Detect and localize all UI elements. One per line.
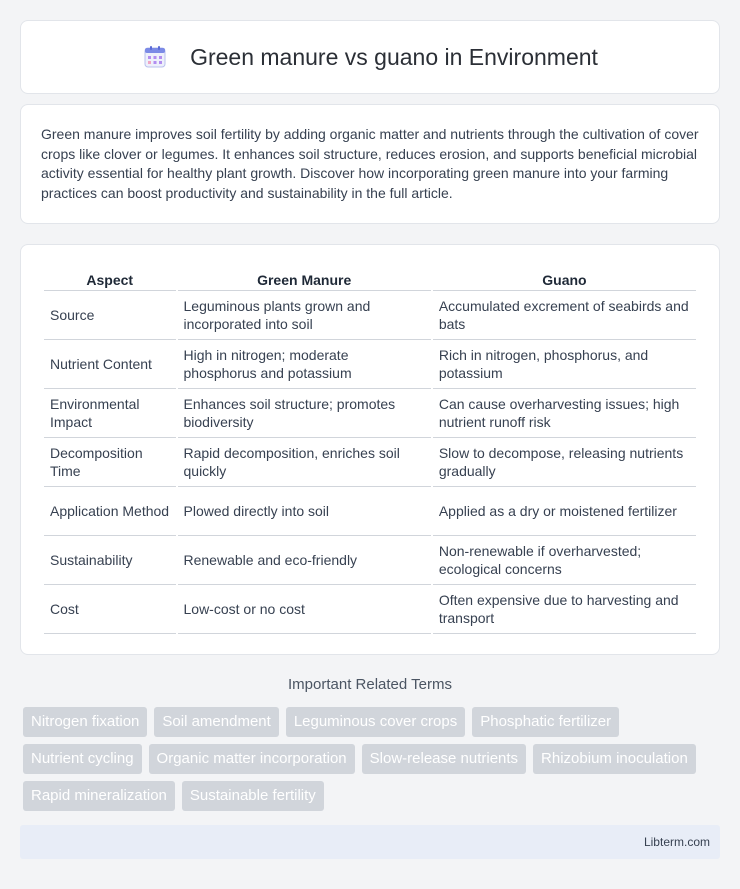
related-term-tag[interactable]: Phosphatic fertilizer [472, 707, 619, 737]
table-row [44, 291, 696, 340]
intro-text: Green manure improves soil fertility by adding organic matter and nutrients through the cultivation of cover crops like clover or legumes. It enhances soil structure, reduces erosion, and supports beneficial microbial activity essential for healthy plant growth. Discover how incorporating green manure into your farming practices can boost productivity and sustainability in the full article. [41, 126, 699, 201]
cell-green-manure: Low-cost or no cost [178, 585, 431, 634]
cell-guano: Applied as a dry or moistened fertilizer [433, 487, 696, 536]
cell-guano: Can cause overharvesting issues; high nutrient runoff risk [433, 389, 696, 438]
cell-green-manure: High in nitrogen; moderate phosphorus and potassium [178, 340, 431, 389]
table-row [44, 536, 696, 585]
title-card [20, 20, 720, 94]
cell-green-manure: Enhances soil structure; promotes biodiversity [178, 389, 431, 438]
page-title: Green manure vs guano in Environment [190, 43, 598, 70]
table-row [44, 389, 696, 438]
comparison-table-card [20, 244, 720, 655]
related-term-tag[interactable]: Leguminous cover crops [286, 707, 465, 737]
header-aspect: Aspect [44, 265, 176, 291]
footer [20, 825, 720, 859]
cell-aspect: Nutrient Content [44, 340, 176, 389]
cell-aspect: Cost [44, 585, 176, 634]
related-term-tag[interactable]: Slow-release nutrients [362, 744, 526, 774]
cell-guano: Rich in nitrogen, phosphorus, and potassium [433, 340, 696, 389]
table-row [44, 438, 696, 487]
cell-green-manure: Leguminous plants grown and incorporated into soil [178, 291, 431, 340]
cell-aspect: Source [44, 291, 176, 340]
table-row [44, 340, 696, 389]
cell-aspect: Decomposition Time [44, 438, 176, 487]
related-term-tag[interactable]: Nutrient cycling [23, 744, 142, 774]
cell-guano: Non-renewable if overharvested; ecological concerns [433, 536, 696, 585]
footer-site-link[interactable]: Libterm.com [643, 835, 710, 849]
related-terms-list [23, 707, 723, 811]
table-header-row [44, 265, 696, 291]
header-green-manure: Green Manure [178, 265, 431, 291]
related-term-tag[interactable]: Sustainable fertility [182, 781, 324, 811]
cell-green-manure: Rapid decomposition, enriches soil quickly [178, 438, 431, 487]
related-term-tag[interactable]: Soil amendment [154, 707, 278, 737]
related-term-tag[interactable]: Organic matter incorporation [149, 744, 355, 774]
related-terms-title: Important Related Terms [288, 676, 452, 693]
table-row [44, 487, 696, 536]
header-guano: Guano [433, 265, 696, 291]
related-term-tag[interactable]: Nitrogen fixation [23, 707, 147, 737]
cell-aspect: Environmental Impact [44, 389, 176, 438]
calendar-icon [142, 44, 168, 70]
cell-guano: Accumulated excrement of seabirds and bats [433, 291, 696, 340]
cell-aspect: Application Method [44, 487, 176, 536]
cell-aspect: Sustainability [44, 536, 176, 585]
intro-card [20, 104, 720, 224]
cell-guano: Often expensive due to harvesting and transport [433, 585, 696, 634]
table-row [44, 585, 696, 634]
comparison-table [42, 265, 698, 634]
related-term-tag[interactable]: Rapid mineralization [23, 781, 175, 811]
cell-green-manure: Plowed directly into soil [178, 487, 431, 536]
cell-green-manure: Renewable and eco-friendly [178, 536, 431, 585]
cell-guano: Slow to decompose, releasing nutrients gradually [433, 438, 696, 487]
related-term-tag[interactable]: Rhizobium inoculation [533, 744, 696, 774]
